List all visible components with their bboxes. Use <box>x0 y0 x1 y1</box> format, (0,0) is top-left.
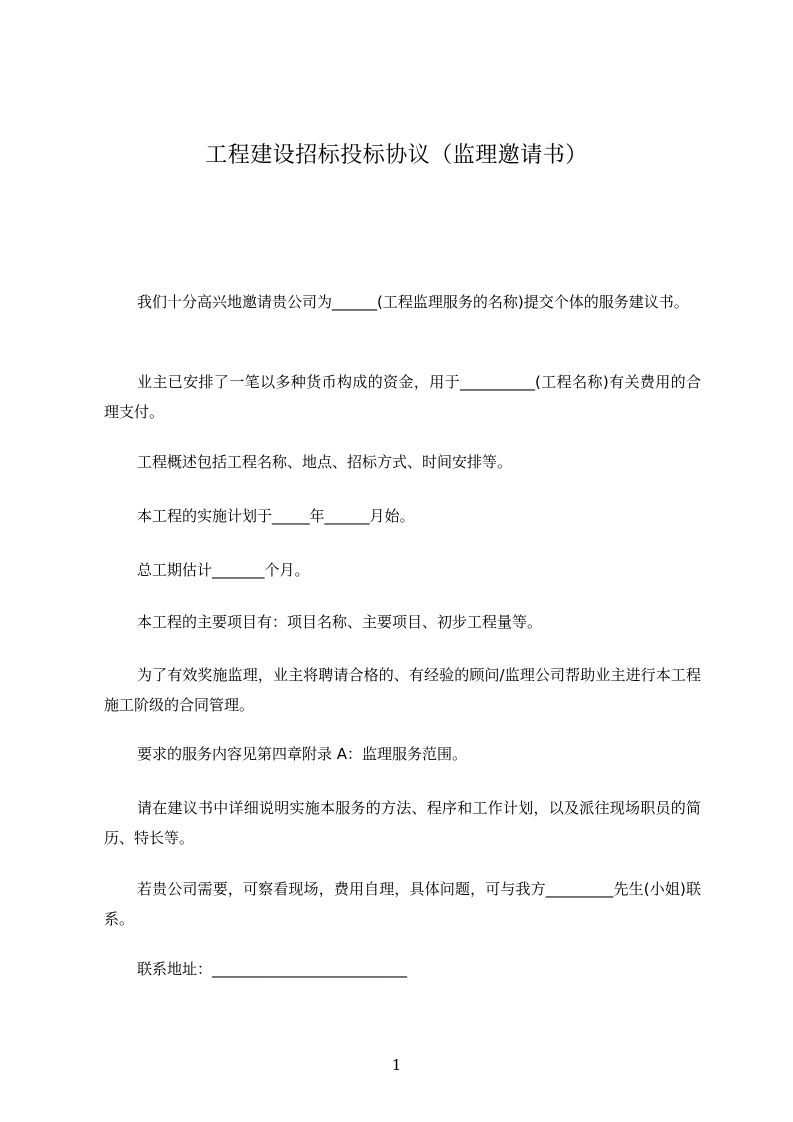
page-number: 1 <box>391 1056 402 1074</box>
paragraph-service-scope: 要求的服务内容见第四章附录 A：监理服务范围。 <box>137 745 468 763</box>
paragraph-project-overview: 工程概述包括工程名称、地点、招标方式、时间安排等。 <box>137 453 513 471</box>
paragraph-contact-address: 联系地址：__________________________ <box>137 960 408 978</box>
paragraph-proposal-details: 请在建议书中详细说明实施本服务的方法、程序和工作计划，以及派往现场职员的简历、特长等。 <box>104 799 701 847</box>
paragraph-duration: 总工期估计_______个月。 <box>137 561 310 579</box>
paragraph-site-visit: 若贵公司需要，可察看现场，费用自理，具体问题，可与我方_________先生(小姐)联系。 <box>104 880 701 928</box>
paragraph-main-items: 本工程的主要项目有：项目名称、主要项目、初步工程量等。 <box>137 613 543 631</box>
paragraph-funding: 业主已安排了一笔以多种货币构成的资金，用于__________(工程名称)有关费用的合理支付。 <box>104 373 701 421</box>
paragraph-schedule: 本工程的实施计划于_____年______月始。 <box>137 507 415 525</box>
paragraph-invitation: 我们十分高兴地邀请贵公司为______(工程监理服务的名称)提交个体的服务建议书。 <box>137 293 689 311</box>
document-title: 工程建设招标投标协议（监理邀请书） <box>205 143 588 168</box>
paragraph-supervision: 为了有效奖施监理，业主将聘请合格的、有经验的顾问/监理公司帮助业主进行本工程施工阶级的合同管理。 <box>104 666 701 714</box>
